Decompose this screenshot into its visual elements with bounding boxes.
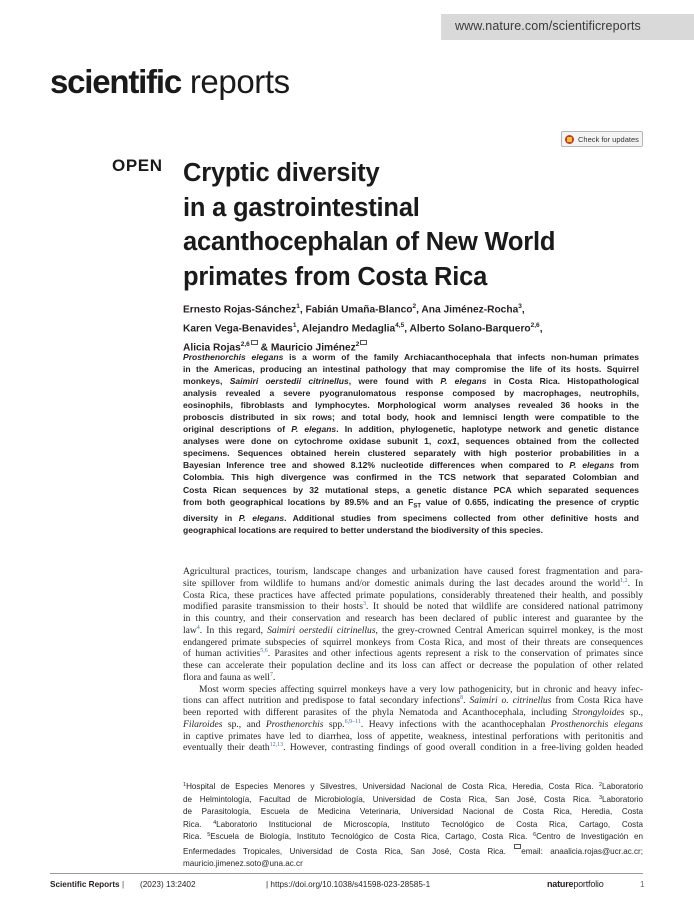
page-number: 1 [640,880,645,889]
footer-year-volume: (2023) 13:2402 [140,880,196,889]
abstract-line: monkeys, Saimiri oerstedii citrinellus, were found with P. elegans in Costa Rica. Histopathological [183,376,639,387]
affiliations [183,781,643,871]
abstract-line: Bayesian Inference tree and showed 8.12% nucleotide differences when compared to P. elegans from [183,460,639,471]
title-line: in a gastrointestinal [183,193,420,222]
journal-url[interactable]: www.nature.com/scientificreports [441,14,694,40]
author-line: Ernesto Rojas‑Sánchez$^1$, Fabián Umaña‑Blanco$^2$, Ana Jiménez‑Rocha$^3$, [183,303,525,316]
abstract-line: diversity in P. elegans. Additional studies from specimens collected from other definitive hosts and [183,513,639,524]
page-footer [50,880,643,894]
email-envelope-icon[interactable] [251,340,258,345]
abstract-line: eosinophils, fibroblasts and lymphocytes. Morphological worm analyses revealed 36 hooks in the [183,400,639,411]
body-line: eventually their death$^{12,13}$. However, contrasting findings of good overall condition in a free-living golden headed [183,742,643,754]
body-line: these can accelerate their population decline and its loss can affect or decrease the population of other related [183,660,643,671]
brand-bold: nature [547,879,574,889]
footer-doi-link[interactable]: | https://doi.org/10.1038/s41598-023-28585-1 [266,880,431,889]
email-envelope-icon [514,844,521,849]
email-envelope-icon[interactable] [360,340,367,345]
body-line: endangered primate subspecies of squirrel monkeys from Costa Rica, and most of their threats are consequences [183,636,643,648]
body-line: been reported with different parasites of the phyla Nematoda and Acanthocephala, including Strongyloides sp., [183,707,643,718]
journal-logo-word-reports: reports [189,63,290,100]
journal-logo [50,62,290,102]
abstract [183,351,639,536]
body-line: Agricultural practices, tourism, landscape changes and urbanization have caused forest fragmentation and para- [183,566,643,577]
body-line: site spillover from wildlife to humans and/or domestic animals during the last decades around the world$^{1,2}$. In [183,577,643,589]
affiliation-line: Enfermedades Tropicales, Universidad de Costa Rica, San José, Costa Rica. email: anaalicia.rojas@ucr.ac.cr; [183,844,643,859]
nature-portfolio-logo [547,879,604,889]
body-line: law$^4$. In this regard, Saimiri oerstedii citrinellus, the grey-crowned Central American squirrel monkey, is the most [183,624,643,636]
abstract-line: analyses were done on cytochrome oxidase subunit 1, cox1, sequences obtained from the collected [183,436,639,447]
body-line: Filaroides sp., and Prosthenorchis spp.$^{6,9-11}$. Heavy infections with the acanthocephalan Prosthenorchis elegans [183,718,643,730]
crossmark-icon [565,135,574,144]
body-line: in captive primates have led to diarrhea, loss of appetite, weakness, intestinal perforations with peritonitis and [183,730,643,742]
brand-light: portfolio [573,879,604,889]
body-line: modified parasite transmission to their hosts$^3$. It should be noted that wildlife are considered national patrimony [183,601,644,613]
check-for-updates-button[interactable] [561,131,643,147]
abstract-line: geographical locations are required to better understand the biodiversity of this species. [183,525,544,536]
author-list [183,299,653,356]
abstract-line: specimens. Sequences obtained herein clustered separately with high posterior probabilities in a [183,448,639,459]
author-line: Alicia Rojas$^{2,6}$ & Mauricio Jiménez$^2$ [183,337,653,356]
abstract-line: analysis revealed a severe pyogranulomatous response composed by macrophages, neutrophils, [183,388,639,399]
body-line: tions can affect nutrition and predispose to fatal secondary infections$^8$. Saimiri o. citrinellus from Costa Rica have [183,695,643,707]
affiliation-line: de Helmintología, Facultad de Microbiología, Universidad de Costa Rica, San José, Costa Rica. $^3$Laboratorio [183,794,643,804]
open-access-label: OPEN [112,156,163,175]
affiliation-line[interactable]: mauricio.jimenez.soto@una.ac.cr [183,859,303,868]
journal-logo-word-scientific: scientific [50,63,182,100]
body-line: Most worm species affecting squirrel monkeys have a very low pathogenicity, but in chronic and heavy infec- [199,683,643,695]
footer-journal-name: Scientific Reports [50,880,120,889]
abstract-line: Prosthenorchis elegans is a worm of the family Archiacanthocephala that infects non‑human primates [183,352,639,362]
introduction-body [183,566,643,754]
title-line: acanthocephalan of New World [183,228,556,256]
abstract-line: from both geographical locations by 89.5% and an $F_{ST}$ value of 0.655, indicating the presence of cryptic [183,496,639,510]
abstract-line: Costa Rican sequences by 32 mutational steps, a genetic distance PCA which separated sequences [183,484,639,495]
article-title [183,156,653,294]
abstract-line: in the Americas, producing an intestinal pathology that may compromise the life of its hosts. Squirrel [183,364,639,375]
body-line: of human activities$^{5,6}$. Parasites and other infectious agents represent a risk to the conservation of primates since [183,648,643,660]
author-line: Karen Vega‑Benavides$^1$, Alejandro Medaglia$^{4,5}$, Alberto Solano‑Barquero$^{2,6}$, [183,321,543,335]
affiliation-line: $^1$Hospital de Especies Menores y Silvestres, Universidad Nacional de Costa Rica, Heredia, Costa Rica. $^2$Laboratorio [183,782,643,791]
title-line: primates from Costa Rica [183,262,488,291]
footer-separator: | [122,880,125,889]
body-line: in this country, and their conservation and research has been declared of public interest and guarantee by the [183,613,643,624]
abstract-line: original descriptions of P. elegans. In addition, phylogenetic, haplotype network and genetic distance [183,424,640,435]
affiliation-line: Rica. $^4$Laboratorio Institucional de Microscopía, Instituto Tecnológico de Costa Rica, Cartago, Costa [183,819,643,829]
footer-divider [50,873,643,874]
abstract-line: Colombia. This high divergence was confirmed in the TCS network that separated Colombian and [183,472,639,483]
abstract-line: proboscis distributed in six rows; and total body, hook and lemnisci length were compatible to the [183,412,639,423]
body-line: flora and fauna as well$^7$. [183,671,276,683]
body-line: Costa Rica, these practices have affected primate populations, considerably threatened their health, and possibly [183,589,643,601]
title-line: Cryptic diversity [183,159,380,187]
affiliation-line: de Parasitología, Escuela de Medicina Veterinaria, Universidad Nacional de Costa Rica, Heredia, Costa [183,807,643,816]
affiliation-line: Rica. $^5$Escuela de Biología, Instituto Tecnológico de Costa Rica, Cartago, Costa Rica. $^6$Centro de Investigación en [183,832,643,841]
check-for-updates-label: Check for updates [578,134,639,144]
